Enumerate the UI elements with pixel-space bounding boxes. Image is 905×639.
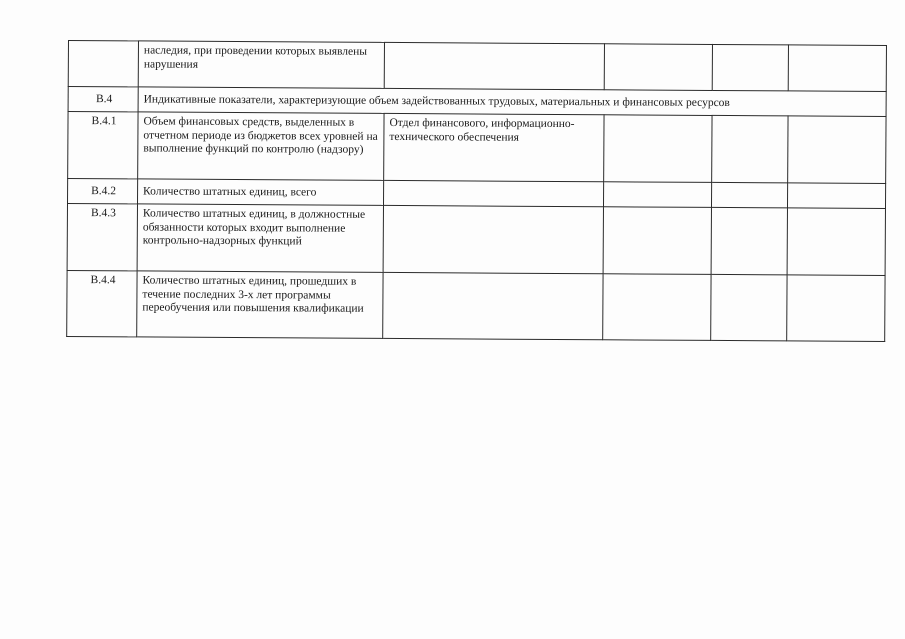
responsible-unit bbox=[383, 180, 603, 206]
responsible-unit bbox=[384, 113, 604, 181]
empty-cell bbox=[711, 182, 787, 207]
empty-cell bbox=[788, 45, 886, 92]
row-code: В.4.3 bbox=[67, 204, 137, 271]
empty-cell bbox=[711, 274, 787, 340]
indicator-name bbox=[138, 41, 384, 89]
responsible-unit bbox=[383, 272, 603, 339]
empty-cell bbox=[787, 275, 885, 342]
empty-cell bbox=[712, 44, 788, 90]
indicator-text: Количество штатных единиц, всего bbox=[143, 185, 317, 199]
indicators-table bbox=[66, 40, 887, 342]
responsible-text: Отдел финансового, информационно-технического обеспечения bbox=[389, 116, 575, 144]
row-code: В.4.4 bbox=[67, 270, 137, 336]
empty-cell bbox=[603, 274, 711, 341]
empty-cell bbox=[712, 115, 788, 182]
responsible-unit bbox=[383, 205, 603, 273]
empty-cell bbox=[711, 207, 787, 274]
empty-cell bbox=[787, 208, 885, 276]
indicator-text: наследия, при проведении которых выявлены нарушения bbox=[143, 44, 368, 71]
indicator-text: Количество штатных единиц, прошедших в течение последних 3-х лет программы переобучения или повышения квалификации bbox=[142, 274, 364, 315]
responsible-unit bbox=[384, 42, 604, 89]
table-row bbox=[67, 270, 885, 341]
indicator-name bbox=[137, 271, 383, 339]
indicator-name bbox=[138, 112, 384, 181]
empty-cell bbox=[603, 182, 711, 208]
empty-cell bbox=[787, 183, 885, 209]
row-code: В.4.1 bbox=[68, 112, 138, 179]
indicator-text: Количество штатных единиц, в должностные обязанности которых входит выполнение контрольно-надзорных функций bbox=[142, 207, 366, 248]
row-code: В.4.2 bbox=[68, 179, 138, 204]
indicator-name bbox=[137, 204, 383, 273]
row-code bbox=[68, 41, 138, 87]
table-row bbox=[67, 204, 885, 276]
table-row bbox=[68, 41, 886, 92]
empty-cell bbox=[603, 207, 711, 275]
indicator-name bbox=[137, 179, 383, 206]
empty-cell bbox=[604, 115, 712, 183]
empty-cell bbox=[604, 44, 712, 91]
section-code: В.4 bbox=[68, 87, 138, 112]
section-title: Индикативные показатели, характеризующие объем задействованных трудовых, материальных и финансовых ресурсов bbox=[138, 87, 886, 117]
empty-cell bbox=[788, 116, 886, 184]
indicator-text: Объем финансовых средств, выделенных в отчетном периоде из бюджетов всех уровней на выполнение функций по контролю (надзору) bbox=[143, 115, 378, 156]
table-row bbox=[68, 112, 886, 184]
